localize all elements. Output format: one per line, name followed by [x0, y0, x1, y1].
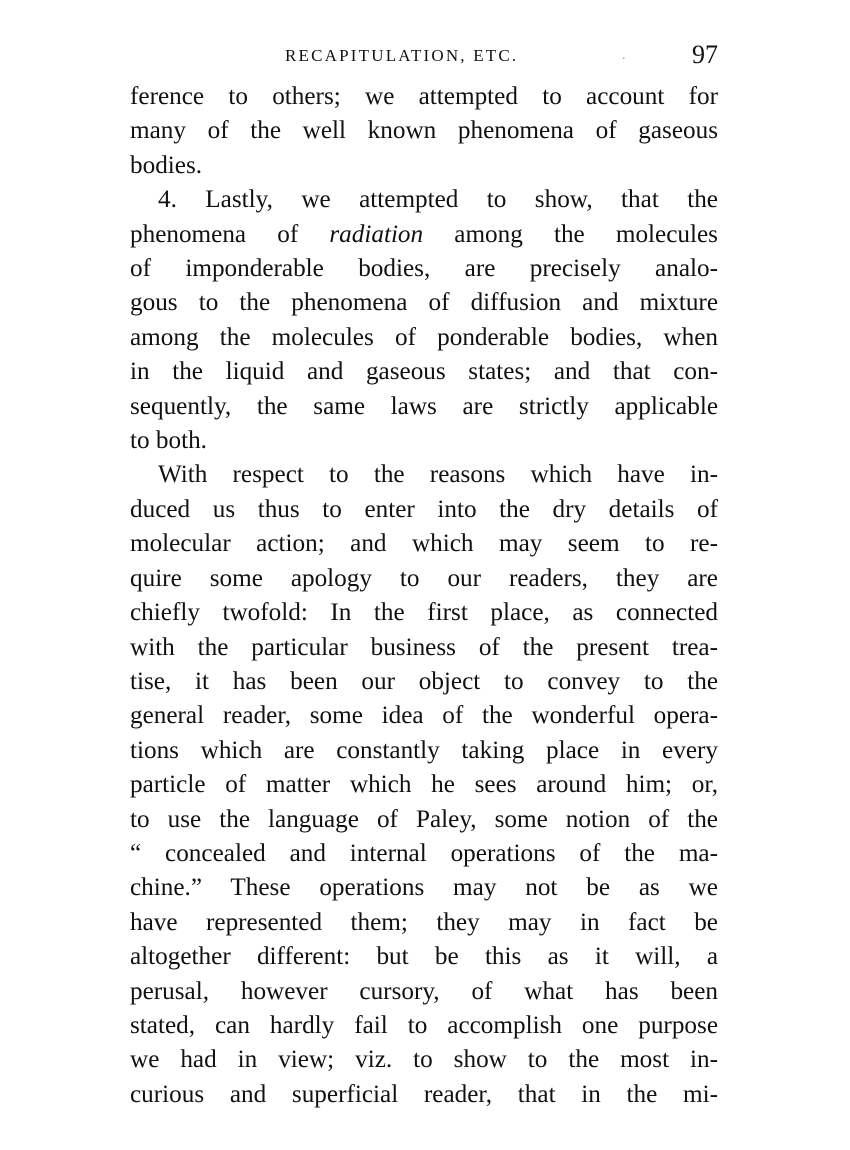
text-line: bodies.: [130, 151, 203, 179]
text-line: to both.: [130, 427, 207, 455]
text-line: many of the well known phenomena of gaseous: [130, 117, 718, 145]
text-line: have represented them; they may in fact be: [130, 908, 718, 936]
text-line: duced us thus to enter into the dry details of: [130, 495, 718, 523]
text-line: quire some apology to our readers, they are: [130, 564, 718, 592]
text-fragment: among the molecules: [423, 220, 718, 248]
text-line: perusal, however cursory, of what has been: [130, 977, 718, 1005]
text-line: to use the language of Paley, some notion of the: [130, 805, 718, 833]
text-line: with the particular business of the present trea-: [130, 633, 718, 661]
text-line: tions which are constantly taking place in every: [130, 736, 718, 764]
paragraph-lastly: [130, 183, 718, 458]
book-page: [130, 40, 718, 1112]
body-text: [130, 80, 718, 1112]
paragraph-continued: [130, 80, 718, 183]
running-head-dot: .: [622, 48, 626, 63]
text-line: general reader, some idea of the wonderful opera-: [130, 702, 718, 730]
text-line: With respect to the reasons which have in-: [158, 461, 718, 489]
text-line-with-italic: [130, 218, 718, 252]
text-line: we had in view; viz. to show to the most in-: [130, 1046, 718, 1074]
text-line: stated, can hardly fail to accomplish one purpose: [130, 1011, 718, 1039]
text-line: chiefly twofold: In the first place, as connected: [130, 599, 718, 627]
text-fragment: phenomena of: [130, 220, 330, 248]
text-line: ference to others; we attempted to account for: [130, 83, 718, 110]
text-line: among the molecules of ponderable bodies, when: [130, 323, 718, 351]
text-line: in the liquid and gaseous states; and that con-: [130, 358, 718, 386]
running-head: [130, 40, 718, 80]
paragraph-reasons: [130, 458, 718, 1112]
text-line: curious and superficial reader, that in the mi-: [130, 1080, 718, 1108]
italic-term-radiation: radiation: [329, 220, 424, 248]
text-line: chine.” These operations may not be as we: [130, 874, 718, 902]
text-line: 4. Lastly, we attempted to show, that the: [158, 186, 718, 214]
text-line: sequently, the same laws are strictly applicable: [130, 392, 718, 420]
text-line: of imponderable bodies, are precisely analo-: [130, 255, 718, 283]
text-line: altogether different: but be this as it will, a: [130, 943, 718, 971]
page-number: 97: [692, 40, 718, 69]
text-line: particle of matter which he sees around him; or,: [130, 771, 718, 799]
text-line: gous to the phenomena of diffusion and mixture: [130, 289, 718, 317]
text-line: tise, it has been our object to convey to the: [130, 667, 718, 695]
text-line: molecular action; and which may seem to re-: [130, 530, 718, 558]
text-line: “ concealed and internal operations of the ma-: [130, 839, 718, 867]
running-head-title: RECAPITULATION, ETC.: [285, 46, 519, 65]
